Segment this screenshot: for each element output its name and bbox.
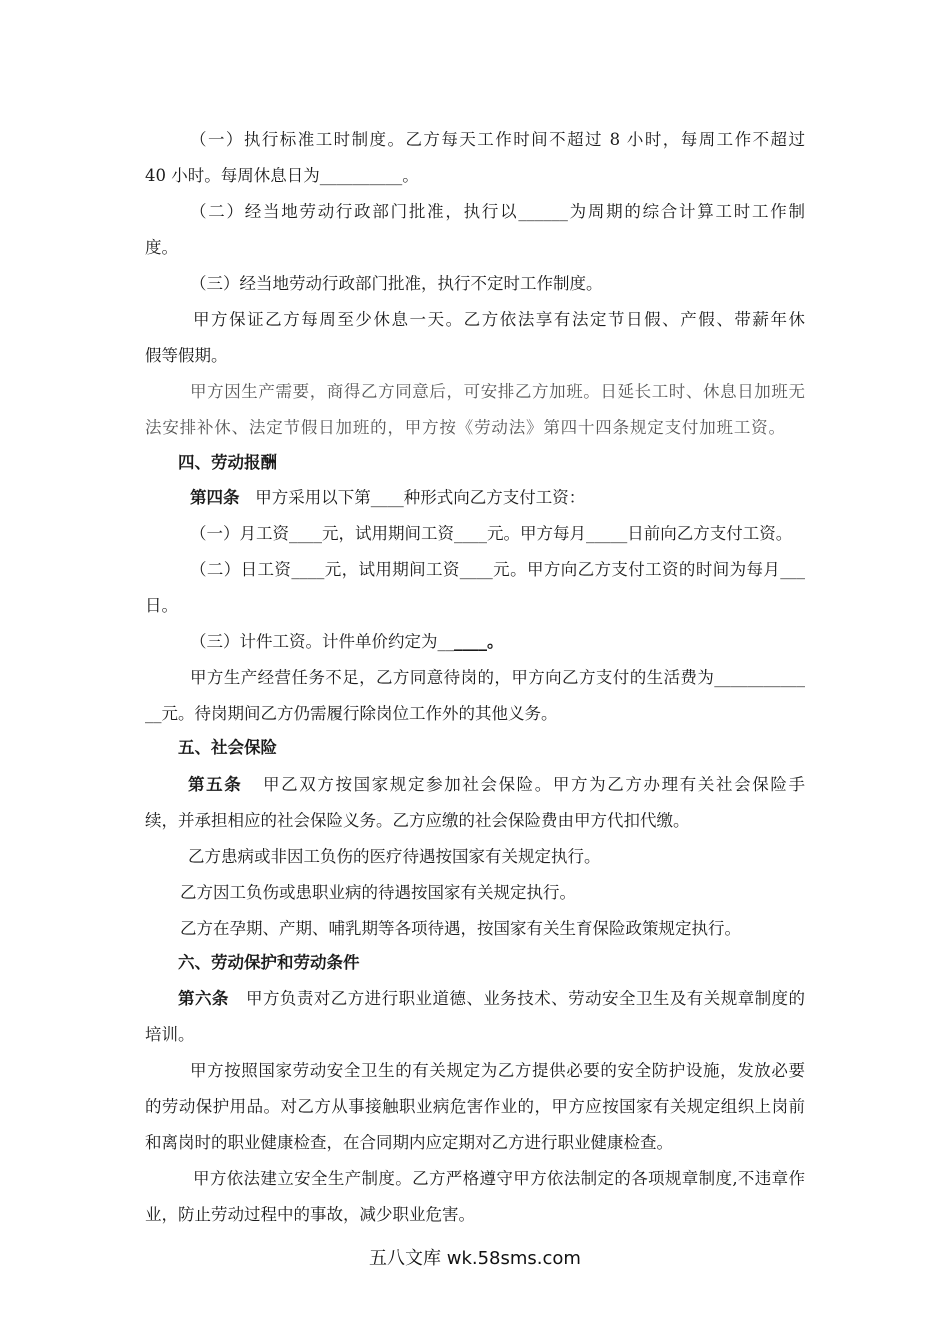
paragraph-line: （二）日工资____元，试用期间工资____元。甲方向乙方支付工资的时间为每月___ [190,560,805,579]
paragraph-line: 乙方在孕期、产期、哺乳期等各项待遇，按国家有关生育保险政策规定执行。 [180,919,741,938]
paragraph-line: 和离岗时的职业健康检查，在合同期内应定期对乙方进行职业健康检查。 [145,1133,673,1152]
paragraph-line: 乙方因工负伤或患职业病的待遇按国家有关规定执行。 [180,883,576,902]
article-line [188,774,805,796]
article-text: 甲方采用以下第____种形式向乙方支付工资： [255,488,586,507]
paragraph-blank: ____。 [454,632,504,651]
paragraph-line: 甲方按照国家劳动安全卫生的有关规定为乙方提供必要的安全防护设施，发放必要 [190,1061,805,1080]
paragraph-text: （三）计件工资。计件单价约定为__ [190,632,454,651]
paragraph-line: （二）经当地劳动行政部门批准，执行以______为周期的综合计算工时工作制 [190,202,805,221]
paragraph-line: 续，并承担相应的社会保险义务。乙方应缴的社会保险费由甲方代扣代缴。 [145,811,690,830]
paragraph-line: 乙方患病或非因工负伤的医疗待遇按国家有关规定执行。 [188,847,601,866]
paragraph-line: 度。 [145,238,178,257]
article-label: 第六条 [178,989,229,1008]
paragraph-line: __元。待岗期间乙方仍需履行除岗位工作外的其他义务。 [145,704,558,723]
paragraph-line: 甲方依法建立安全生产制度。乙方严格遵守甲方依法制定的各项规章制度,不违章作 [193,1169,805,1188]
paragraph-line: 甲方保证乙方每周至少休息一天。乙方依法享有法定节日假、产假、带薪年休 [193,310,805,329]
paragraph-line: （一）执行标准工时制度。乙方每天工作时间不超过 8 小时，每周工作不超过 [190,130,805,149]
article-text: 甲方负责对乙方进行职业道德、业务技术、劳动安全卫生及有关规章制度的 [245,989,806,1008]
footer-watermark: 五八文库 wk.58sms.com [369,1248,581,1269]
section-heading: 六、劳动保护和劳动条件 [178,953,360,972]
paragraph-line: 甲方生产经营任务不足，乙方同意待岗的，甲方向乙方支付的生活费为___________ [190,668,805,687]
paragraph-line [190,631,504,653]
paragraph-line: （三）经当地劳动行政部门批准，执行不定时工作制度。 [190,274,603,293]
paragraph-line: 法安排补休、法定节假日加班的，甲方按《劳动法》第四十四条规定支付加班工资。 [145,418,785,437]
paragraph-line: 40 小时。每周休息日为__________。 [145,166,419,185]
paragraph-line: 甲方因生产需要，商得乙方同意后，可安排乙方加班。日延长工时、休息日加班无 [190,382,805,401]
section-heading: 五、社会保险 [178,738,277,757]
paragraph-line: 业，防止劳动过程中的事故，减少职业危害。 [145,1205,475,1224]
paragraph-line: 假等假期。 [145,346,228,365]
article-label: 第五条 [188,775,243,794]
paragraph-line: 培训。 [145,1025,195,1044]
article-line [190,487,585,509]
article-label: 第四条 [190,488,240,507]
paragraph-line: （一）月工资____元，试用期间工资____元。甲方每月_____日前向乙方支付工资。 [190,524,793,543]
article-text: 甲乙双方按国家规定参加社会保险。甲方为乙方办理有关社会保险手 [262,775,806,794]
paragraph-line: 的劳动保护用品。对乙方从事接触职业病危害作业的，甲方应按国家有关规定组织上岗前 [145,1097,805,1116]
paragraph-line: 日。 [145,596,178,615]
section-heading: 四、劳动报酬 [178,453,277,472]
article-line [178,988,805,1010]
